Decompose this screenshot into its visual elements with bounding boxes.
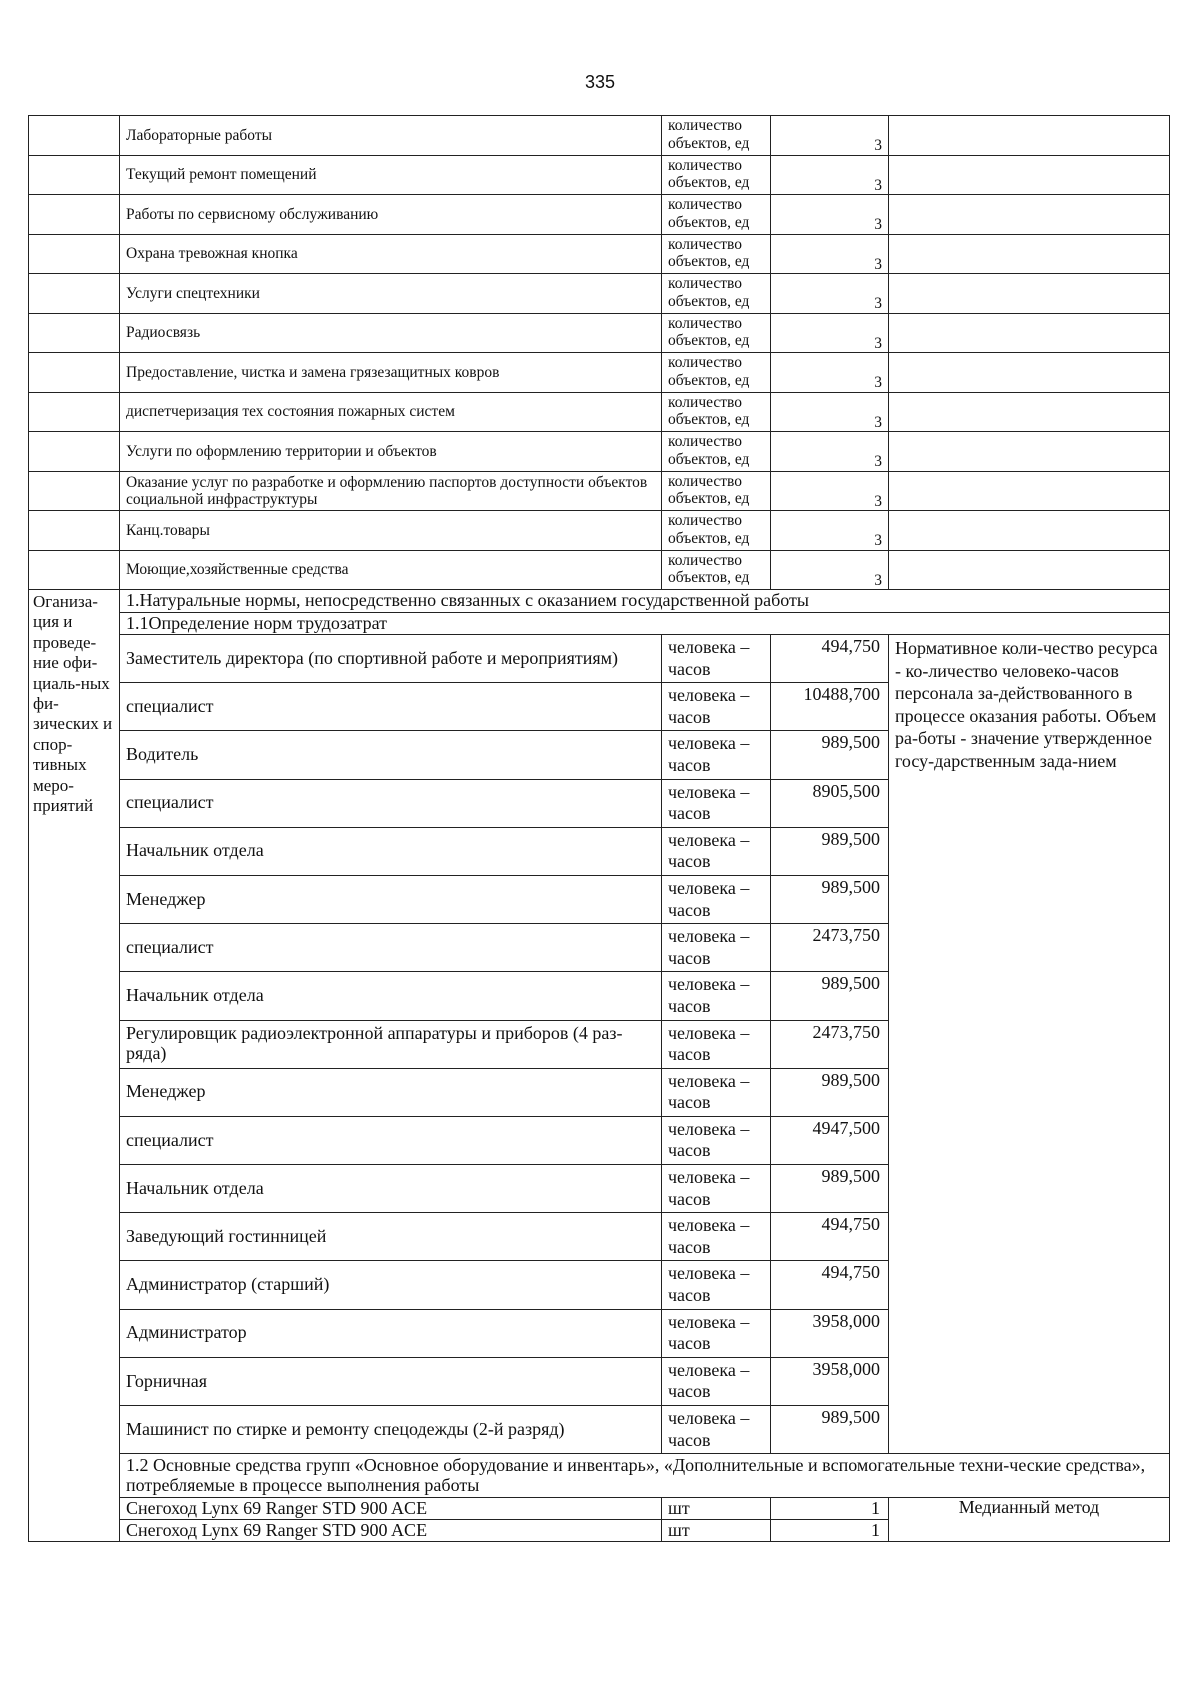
position-name: специалист [120,924,662,972]
empty-cell [889,392,1170,432]
hours-value: 989,500 [771,1165,889,1213]
unit-line-2: часов [668,706,711,727]
unit-cell [662,683,771,731]
unit-line-1: человека – [668,1311,750,1332]
empty-cell [29,353,120,393]
unit-cell [662,234,771,274]
unit-line-1: количество [668,551,742,569]
unit-line-1: человека – [668,829,750,850]
unit-line-1: количество [668,314,742,332]
unit-line-2: объектов, ед [668,529,750,547]
item-value: 3 [771,550,889,590]
unit-cell [662,827,771,875]
empty-cell [29,155,120,195]
subsection-heading: 1.2 Основные средства групп «Основное оборудование и инвентарь», «Дополнительные и вспомогательные техни-ческие средства», потребляемые в процессе выполнения работы [120,1454,1170,1498]
item-name: Охрана тревожная кнопка [120,234,662,274]
unit-line-2: объектов, ед [668,292,750,310]
unit-line-2: часов [668,1092,711,1113]
unit-cell [662,116,771,156]
position-name: Начальник отдела [120,1165,662,1213]
unit-line-2: часов [668,803,711,824]
unit-line-2: часов [668,754,711,775]
unit-line-1: человека – [668,637,750,657]
unit-line-2: часов [668,995,711,1016]
unit-line-2: объектов, ед [668,134,750,152]
page-number: 335 [584,72,616,92]
unit-cell [662,550,771,590]
item-value: 3 [771,195,889,235]
empty-cell [29,234,120,274]
position-name: Начальник отдела [120,827,662,875]
unit-line-1: человека – [668,877,750,898]
unit-line-1: количество [668,472,742,490]
hours-value: 989,500 [771,827,889,875]
unit-line-2: объектов, ед [668,450,750,468]
section-label: Оганиза-ция и проведе-ние офи-циаль-ных фи-зических и спор-тивных меро-приятий [29,590,120,1542]
unit-line-1: человека – [668,1022,750,1043]
position-name: Менеджер [120,875,662,923]
unit-cell [662,1068,771,1116]
unit-line-1: человека – [668,974,750,995]
section-heading-row [29,590,1170,613]
hours-value: 494,750 [771,635,889,683]
hours-value: 8905,500 [771,779,889,827]
unit-line-2: часов [668,1236,711,1257]
empty-cell [889,234,1170,274]
item-name: Моющие,хозяйственные средства [120,550,662,590]
empty-cell [29,195,120,235]
unit-line-2: объектов, ед [668,174,750,192]
item-value: 3 [771,313,889,353]
unit-line-1: количество [668,354,742,371]
table-row [29,195,1170,235]
unit-line-1: количество [668,512,742,529]
unit-line-1: человека – [668,685,750,706]
position-name: Администратор [120,1309,662,1357]
unit-line-2: объектов, ед [668,569,750,587]
empty-cell [889,432,1170,472]
unit-cell [662,432,771,472]
unit-cell [662,779,771,827]
item-name: Канц.товары [120,511,662,551]
unit-line-1: человека – [668,1167,750,1188]
unit-line-1: человека – [668,1118,750,1139]
table-row [29,635,1170,683]
position-name: Регулировщик радиоэлектронной аппаратуры и приборов (4 раз-ряда) [120,1020,662,1068]
unit-line-1: количество [668,196,742,213]
subsection-heading: 1.1Определение норм трудозатрат [120,613,1170,635]
unit-line-1: человека – [668,926,750,947]
position-name: специалист [120,1116,662,1164]
equipment-value: 1 [771,1520,889,1542]
unit-line-2: часов [668,1429,711,1450]
section-heading-row [29,613,1170,635]
unit-line-1: количество [668,433,742,450]
empty-cell [889,550,1170,590]
unit-cell [662,511,771,551]
unit-line-1: человека – [668,1359,750,1380]
unit-line-1: человека – [668,1215,750,1236]
hours-value: 989,500 [771,1406,889,1454]
unit-cell [662,972,771,1020]
unit-line-2: часов [668,1381,711,1402]
unit-line-1: количество [668,275,742,292]
equipment-value: 1 [771,1498,889,1520]
unit-line-2: часов [668,851,711,872]
empty-cell [889,274,1170,314]
unit-cell [662,731,771,779]
unit-line-1: количество [668,117,742,134]
item-name: диспетчеризация тех состояния пожарных систем [120,392,662,432]
position-name: Заместитель директора (по спортивной работе и мероприятиям) [120,635,662,683]
empty-cell [29,313,120,353]
hours-value: 989,500 [771,875,889,923]
table-row [29,392,1170,432]
position-name: Горничная [120,1357,662,1405]
unit-cell [662,875,771,923]
item-value: 3 [771,116,889,156]
empty-cell [29,550,120,590]
item-name: Работы по сервисному обслуживанию [120,195,662,235]
hours-value: 2473,750 [771,924,889,972]
hours-value: 3958,000 [771,1357,889,1405]
hours-value: 4947,500 [771,1116,889,1164]
resource-norms-table [28,115,1170,1542]
empty-cell [29,116,120,156]
item-value: 3 [771,392,889,432]
unit-line-1: человека – [668,1070,750,1091]
empty-cell [29,471,120,511]
position-name: специалист [120,779,662,827]
empty-cell [29,274,120,314]
unit-line-2: объектов, ед [668,371,750,389]
hours-value: 989,500 [771,972,889,1020]
unit-cell [662,471,771,511]
position-name: Водитель [120,731,662,779]
unit-line-2: часов [668,1044,711,1065]
equipment-name: Снегоход Lynx 69 Ranger STD 900 ACE [120,1520,662,1542]
item-value: 3 [771,234,889,274]
unit-line-1: количество [668,393,742,411]
hours-value: 3958,000 [771,1309,889,1357]
table-row [29,550,1170,590]
table-row [29,313,1170,353]
unit-cell [662,1165,771,1213]
item-name: Текущий ремонт помещений [120,155,662,195]
unit-line-1: человека – [668,733,750,754]
unit-line-2: объектов, ед [668,411,750,429]
item-value: 3 [771,155,889,195]
unit-cell [662,1116,771,1164]
unit-cell [662,635,771,683]
table-body [29,116,1170,1542]
position-name: Начальник отдела [120,972,662,1020]
empty-cell [889,195,1170,235]
position-name: Заведующий гостинницей [120,1213,662,1261]
unit-line-2: часов [668,947,711,968]
item-name: Радиосвязь [120,313,662,353]
unit-line-1: количество [668,235,742,253]
unit-line-2: объектов, ед [668,213,750,231]
unit-line-2: часов [668,1188,711,1209]
section-heading: 1.Натуральные нормы, непосредственно связанных с оказанием государственной работы [120,590,1170,613]
table-row [29,234,1170,274]
unit-cell [662,195,771,235]
position-name: Машинист по стирке и ремонту спецодежды (2-й разряд) [120,1406,662,1454]
hours-value: 2473,750 [771,1020,889,1068]
table-row [29,353,1170,393]
equipment-unit: шт [662,1520,771,1542]
unit-cell [662,155,771,195]
item-name: Лабораторные работы [120,116,662,156]
empty-cell [889,511,1170,551]
item-name: Предоставление, чистка и замена грязезащитных ковров [120,353,662,393]
item-name: Услуги по оформлению территории и объектов [120,432,662,472]
empty-cell [889,155,1170,195]
hours-value: 989,500 [771,1068,889,1116]
item-value: 3 [771,274,889,314]
position-name: специалист [120,683,662,731]
table-row [29,432,1170,472]
unit-cell [662,1213,771,1261]
table-row [29,116,1170,156]
empty-cell [889,353,1170,393]
unit-cell [662,1406,771,1454]
unit-line-2: объектов, ед [668,253,750,271]
table-row [29,274,1170,314]
unit-cell [662,392,771,432]
unit-line-2: часов [668,1285,711,1306]
item-value: 3 [771,432,889,472]
hours-value: 10488,700 [771,683,889,731]
norm-note: Нормативное коли-чество ресурса - ко-личество человеко-часов персонала за-действованного в процессе оказания работы. Объем ра-боты - значение утвержденное госу-дарственным зада-нием [889,635,1170,1454]
empty-cell [889,116,1170,156]
unit-line-2: часов [668,899,711,920]
empty-cell [889,313,1170,353]
unit-line-1: количество [668,156,742,174]
empty-cell [889,471,1170,511]
hours-value: 989,500 [771,731,889,779]
unit-cell [662,1020,771,1068]
unit-line-2: часов [668,1140,711,1161]
unit-line-2: объектов, ед [668,490,750,508]
unit-cell [662,353,771,393]
unit-line-2: объектов, ед [668,332,750,350]
empty-cell [29,511,120,551]
section-heading-row [29,1454,1170,1498]
unit-line-2: часов [668,658,711,679]
table-row [29,511,1170,551]
unit-cell [662,1261,771,1309]
empty-cell [29,432,120,472]
unit-cell [662,1357,771,1405]
unit-line-1: человека – [668,1263,750,1284]
table-row [29,1498,1170,1520]
equipment-unit: шт [662,1498,771,1520]
unit-line-2: часов [668,1333,711,1354]
unit-cell [662,1309,771,1357]
unit-line-1: человека – [668,1408,750,1428]
item-value: 3 [771,471,889,511]
unit-cell [662,274,771,314]
unit-cell [662,924,771,972]
table-row [29,471,1170,511]
item-name: Услуги спецтехники [120,274,662,314]
item-name: Оказание услуг по разработке и оформлению паспортов доступности объектов социальной инфраструктуры [120,471,662,511]
table-row [29,155,1170,195]
item-value: 3 [771,511,889,551]
unit-line-1: человека – [668,781,750,802]
method-note: Медианный метод [889,1498,1170,1542]
hours-value: 494,750 [771,1213,889,1261]
item-value: 3 [771,353,889,393]
hours-value: 494,750 [771,1261,889,1309]
unit-cell [662,313,771,353]
equipment-name: Снегоход Lynx 69 Ranger STD 900 ACE [120,1498,662,1520]
position-name: Администратор (старший) [120,1261,662,1309]
empty-cell [29,392,120,432]
position-name: Менеджер [120,1068,662,1116]
